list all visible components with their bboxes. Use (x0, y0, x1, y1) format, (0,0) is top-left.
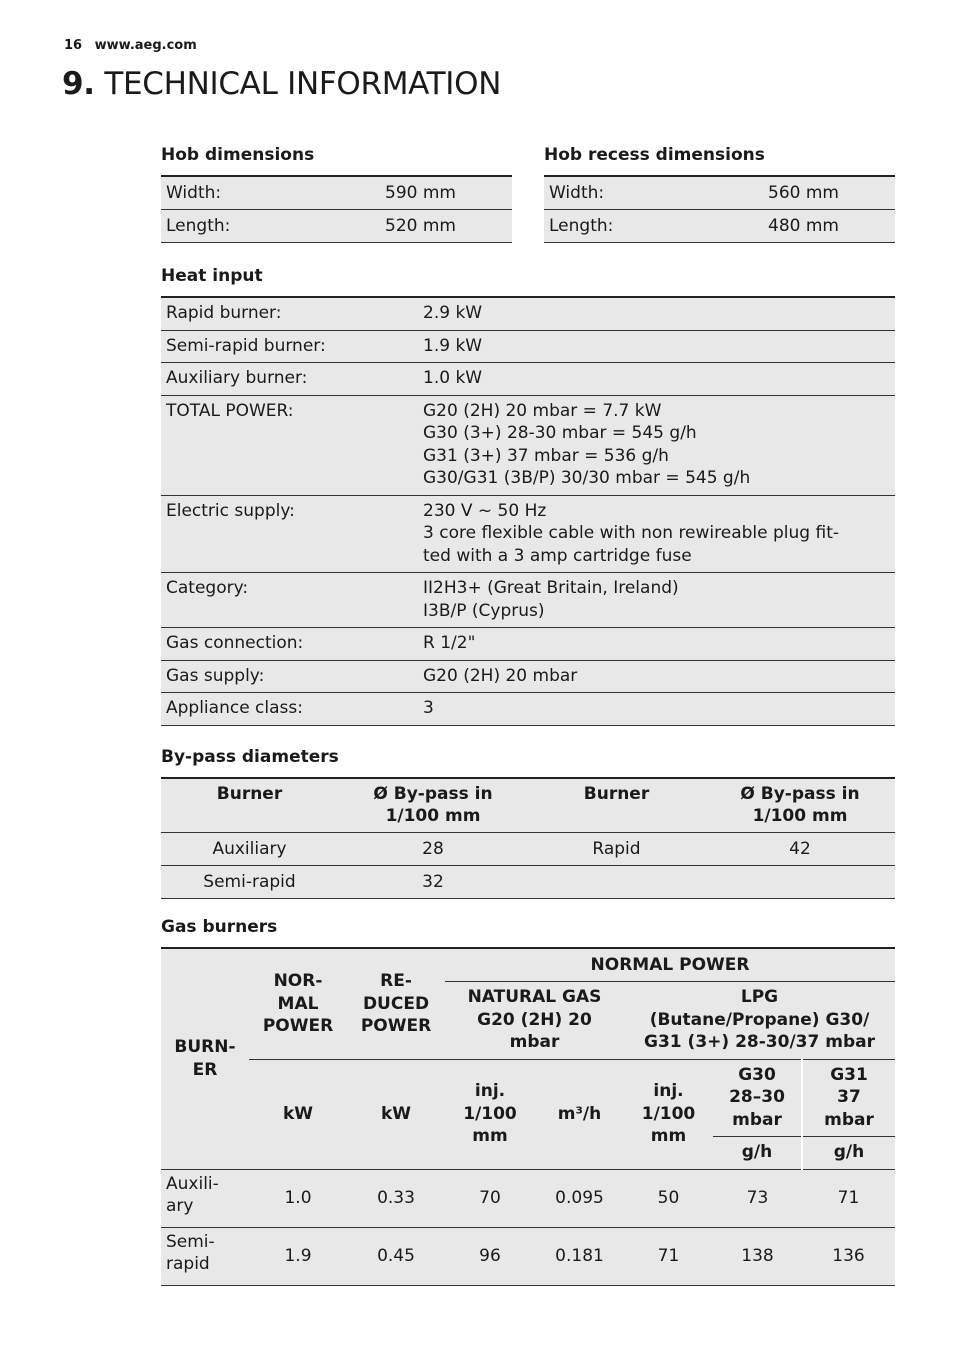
column-header-lpg (624, 981, 895, 1059)
column-header-unit: g/h (713, 1136, 802, 1169)
spec-line: 1.0 kW (423, 368, 483, 388)
header-line: inj. (653, 1081, 684, 1102)
column-header-natural-gas (445, 981, 624, 1059)
header-line: NOR- (273, 971, 323, 991)
table-row (161, 363, 895, 396)
spec-value (418, 395, 895, 495)
column-header-normal-power-group: NORMAL POWER (445, 948, 895, 981)
table-row (161, 210, 512, 243)
header-line: Burner (216, 784, 283, 804)
section-title-hob-dimensions: Hob dimensions (161, 145, 315, 165)
table-row (161, 176, 512, 210)
header-line: mm (650, 1126, 687, 1147)
spec-line: 2.9 kW (423, 303, 483, 323)
spec-value (418, 693, 895, 726)
header-line: POWER (360, 1016, 432, 1036)
header-line: G30 (738, 1064, 776, 1085)
column-header-unit: g/h (802, 1136, 895, 1169)
dimension-label: Length: (161, 210, 380, 243)
spec-line: ted with a 3 amp cartridge fuse (423, 545, 692, 566)
header-line: inj. (474, 1081, 506, 1102)
table-cell: 1.9 (249, 1227, 347, 1285)
header-line: 37 (837, 1087, 861, 1108)
bypass-table (161, 777, 895, 899)
table-cell: 73 (713, 1169, 802, 1227)
header-line: G20 (2H) 20 (477, 1009, 592, 1030)
spec-label: Semi-rapid burner: (161, 330, 418, 363)
dimension-value: 560 mm (763, 176, 895, 210)
header-line: ER (192, 1059, 218, 1080)
header-line: G31 (830, 1064, 868, 1085)
column-header-kw: kW (347, 1059, 445, 1169)
column-header-normal-power (249, 948, 347, 1059)
header-line: BURN- (174, 1037, 236, 1058)
burner-name (161, 1169, 249, 1227)
spec-line: 230 V ~ 50 Hz (423, 500, 547, 521)
dimension-label: Length: (544, 210, 763, 243)
header-line: mbar (824, 1109, 874, 1130)
spec-line: 3 (423, 698, 434, 718)
chapter-number: 9. (62, 66, 95, 102)
spec-label: TOTAL POWER: (161, 395, 418, 495)
spec-value (418, 495, 895, 573)
dimension-value: 590 mm (380, 176, 512, 210)
column-header-injector (445, 1059, 535, 1169)
column-header-kw: kW (249, 1059, 347, 1169)
header-line: 1/100 (641, 1103, 696, 1124)
spec-label: Gas connection: (161, 628, 418, 661)
column-header (528, 778, 705, 833)
website-link[interactable]: www.aeg.com (94, 38, 197, 53)
table-cell: 28 (338, 833, 528, 866)
column-header-injector (624, 1059, 713, 1169)
header-line: POWER (262, 1016, 334, 1036)
dimension-label: Width: (544, 176, 763, 210)
spec-label: Gas supply: (161, 660, 418, 693)
table-cell (528, 866, 705, 899)
table-cell: 0.33 (347, 1169, 445, 1227)
header-line: 1/100 mm (385, 806, 481, 826)
spec-value (418, 628, 895, 661)
spec-line: I3B/P (Cyprus) (423, 600, 545, 621)
table-cell: Semi-rapid (161, 866, 338, 899)
table-row (161, 628, 895, 661)
table-cell: 71 (624, 1227, 713, 1285)
table-row (161, 395, 895, 495)
section-title-heat-input: Heat input (161, 266, 263, 286)
table-cell: Rapid (528, 833, 705, 866)
table-cell: 50 (624, 1169, 713, 1227)
table-row (161, 1169, 895, 1227)
header-line: Burner (583, 784, 650, 804)
column-header (338, 778, 528, 833)
spec-line: II2H3+ (Great Britain, Ireland) (423, 578, 679, 598)
section-title-hob-recess: Hob recess dimensions (544, 145, 765, 165)
table-cell: 96 (445, 1227, 535, 1285)
spec-line: G20 (2H) 20 mbar = 7.7 kW (423, 400, 662, 421)
header-line: G31 (3+) 28-30/37 mbar (644, 1032, 875, 1053)
hob-recess-table (544, 175, 895, 243)
table-row (161, 1227, 895, 1285)
table-row (161, 330, 895, 363)
table-row (161, 693, 895, 726)
spec-label: Electric supply: (161, 495, 418, 573)
table-cell (705, 866, 895, 899)
table-row (544, 176, 895, 210)
spec-line: G30/G31 (3B/P) 30/30 mbar = 545 g/h (423, 468, 751, 488)
table-row (161, 495, 895, 573)
column-header-reduced-power (347, 948, 445, 1059)
column-header-g30 (713, 1059, 802, 1136)
dimension-value: 520 mm (380, 210, 512, 243)
column-header (161, 778, 338, 833)
table-row (161, 660, 895, 693)
table-cell: Auxiliary (161, 833, 338, 866)
burner-name-line: rapid (166, 1254, 210, 1274)
section-title-bypass: By-pass diameters (161, 747, 339, 767)
section-title-gas-burners: Gas burners (161, 917, 278, 937)
burner-name-line: Semi- (166, 1231, 215, 1252)
column-header-burner (161, 948, 249, 1169)
header-line: MAL (277, 993, 319, 1014)
spec-label: Category: (161, 573, 418, 628)
header-line: mbar (732, 1109, 782, 1130)
header-line: DUCED (362, 993, 430, 1014)
table-row (161, 297, 895, 330)
header-line: Ø By-pass in (373, 784, 493, 804)
spec-label: Rapid burner: (161, 297, 418, 330)
hob-dimensions-table (161, 175, 512, 243)
burner-name-line: Auxili- (166, 1173, 219, 1194)
spec-line: G20 (2H) 20 mbar (423, 665, 578, 686)
table-row (161, 833, 895, 866)
spec-label: Auxiliary burner: (161, 363, 418, 396)
spec-value (418, 297, 895, 330)
dimension-value: 480 mm (763, 210, 895, 243)
burner-name (161, 1227, 249, 1285)
table-row (161, 573, 895, 628)
header-line: mbar (509, 1032, 560, 1053)
table-cell: 71 (802, 1169, 895, 1227)
spec-line: 3 core flexible cable with non rewireable plug fit- (423, 523, 840, 543)
header-line: (Butane/Propane) G30/ (649, 1009, 870, 1030)
dimension-label: Width: (161, 176, 380, 210)
chapter-title (62, 66, 501, 102)
chapter-title-text: TECHNICAL INFORMATION (104, 66, 502, 102)
heat-input-table (161, 296, 895, 726)
page-header (64, 38, 197, 53)
table-row (544, 210, 895, 243)
spec-line: 1.9 kW (423, 335, 483, 356)
header-line: mm (472, 1126, 508, 1147)
header-line: NATURAL GAS (467, 987, 602, 1008)
spec-line: G30 (3+) 28-30 mbar = 545 g/h (423, 423, 697, 443)
spec-line: G31 (3+) 37 mbar = 536 g/h (423, 445, 669, 466)
spec-value (418, 363, 895, 396)
table-cell: 70 (445, 1169, 535, 1227)
gas-burners-table (161, 947, 895, 1286)
table-header-row (161, 1059, 895, 1136)
spec-value (418, 573, 895, 628)
table-cell: 136 (802, 1227, 895, 1285)
column-header-flow: m³/h (535, 1059, 624, 1169)
spec-line: R 1/2" (423, 633, 476, 653)
page-number: 16 (64, 38, 83, 53)
table-cell: 42 (705, 833, 895, 866)
spec-label: Appliance class: (161, 693, 418, 726)
table-cell: 32 (338, 866, 528, 899)
table-header-row (161, 778, 895, 833)
header-line: 1/100 (463, 1103, 517, 1124)
header-line: RE- (380, 971, 412, 991)
burner-name-line: ary (166, 1196, 194, 1216)
header-line: 1/100 mm (752, 806, 848, 826)
table-cell: 0.45 (347, 1227, 445, 1285)
header-line: 28–30 (729, 1087, 785, 1108)
table-cell: 1.0 (249, 1169, 347, 1227)
table-cell: 0.095 (535, 1169, 624, 1227)
column-header (705, 778, 895, 833)
table-header-row (161, 948, 895, 981)
header-line: LPG (740, 987, 779, 1008)
column-header-g31 (802, 1059, 895, 1136)
table-row (161, 866, 895, 899)
spec-value (418, 660, 895, 693)
header-line: Ø By-pass in (740, 784, 860, 804)
spec-value (418, 330, 895, 363)
table-cell: 0.181 (535, 1227, 624, 1285)
table-cell: 138 (713, 1227, 802, 1285)
